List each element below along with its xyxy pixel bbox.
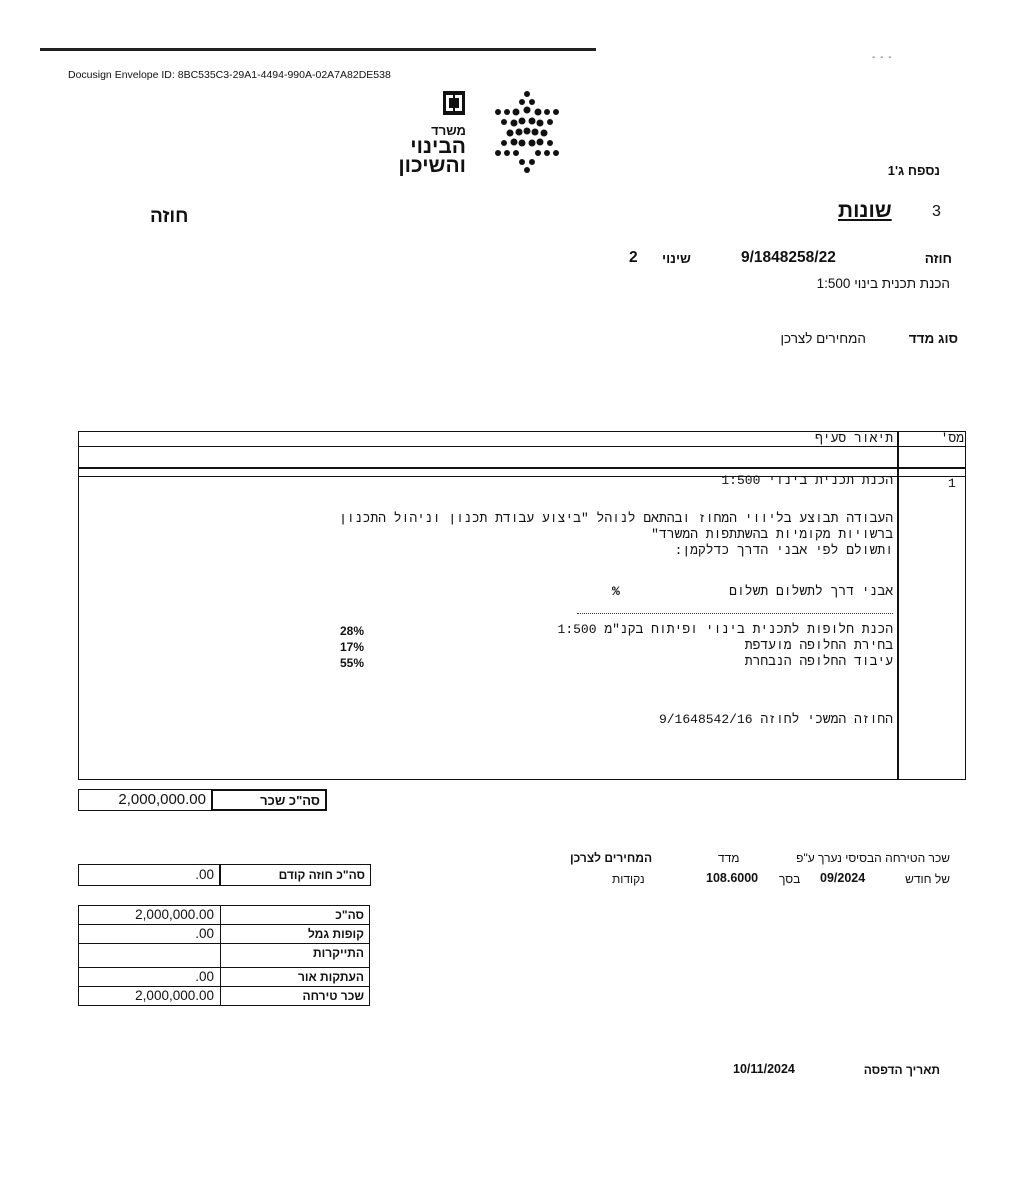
header-number: מס' [940,431,964,446]
summary-row [78,924,371,944]
base-fee-index-value: המחירים לצרכן [570,851,653,865]
top-rule [40,48,596,51]
milestones-separator [577,613,893,614]
milestones-percent-header: % [612,584,620,599]
total-fee-value: 2,000,000.00 [118,791,206,808]
summary-fee-label: שכר טירחה [220,986,370,1006]
scan-mark: - - - [872,52,893,63]
document-type: חוזה [150,206,189,227]
change-value: 2 [629,249,638,266]
base-fee-line1-prefix: שכר הטירחה הבסיסי נערך ע"פ [796,851,950,865]
appendix-label: נספח ג'1 [887,163,940,178]
summary-row [78,967,371,987]
summary-provident-value: .00 [78,924,221,944]
contract-label: חוזה [924,251,952,266]
base-fee-amount-label: בסך [779,872,801,886]
print-date-value: 10/11/2024 [733,1062,795,1076]
summary-row [78,943,371,968]
summary-total-label: סה"כ [220,905,370,925]
previous-total-value: .00 [195,867,214,882]
state-emblem-icon [442,90,466,116]
description-line-1: העבודה תבוצע בליווי המחוז ובהתאם לנוהל "ביצוע עבודת תכנון וניהול התכנון [339,511,893,526]
previous-total-label: סה"כ חוזה קודם [278,868,365,882]
summary-row [78,986,371,1006]
summary-copies-label: העתקות אור [220,967,370,987]
description-line-3: ותשולם לפי אבני הדרך כדלקמן: [674,543,893,558]
section-title: שונות [838,199,892,222]
summary-row [78,905,371,925]
ministry-star-logo-icon [492,88,562,176]
total-fee-label: סה"כ שכר [260,793,320,808]
table-header-rule [78,467,966,469]
base-fee-points: נקודות [612,872,645,886]
ministry-line3: והשיכון [398,154,466,178]
total-fee-value-box [78,789,213,811]
print-date-label: תאריך הדפסה [863,1063,940,1077]
summary-total-value: 2,000,000.00 [78,905,221,925]
summary-copies-value: .00 [78,967,221,987]
milestone-2-label: בחירת החלופה מועדפת [744,638,893,653]
summary-fee-value: 2,000,000.00 [78,986,221,1006]
milestone-2-percent: 17% [340,640,365,654]
change-label: שינוי [662,251,691,266]
summary-increase-value [78,943,221,968]
section-number: 3 [932,203,941,220]
description-line-2: ברשויות מקומיות בהשתתפות המשרד" [651,527,893,542]
milestone-1-percent: 28% [340,624,365,638]
base-fee-month-label: של חודש [905,872,950,886]
base-fee-amount: 108.6000 [706,871,759,885]
ministry-line1: משרד [431,123,466,138]
base-fee-month: 09/2024 [820,871,866,885]
table-header-line [78,446,966,447]
header-description: תיאור סעיף [814,431,893,446]
base-fee-index-label: מדד [718,851,740,865]
continuation-contract: החוזה המשכי לחוזה 9/1648542/16 [658,712,893,727]
docusign-envelope-id: Docusign Envelope ID: 8BC535C3-29A1-4494-990A-02A7A82DE538 [68,69,391,81]
index-type-label: סוג מדד [908,331,958,346]
summary-provident-label: קופות גמל [220,924,370,944]
summary-increase-label: התייקרות [220,943,370,968]
contract-number: 9/1848258/22 [741,249,836,266]
table-column-divider [897,431,899,780]
previous-total-value-box [78,864,221,886]
milestone-3-label: עיבוד החלופה הנבחרת [744,654,893,669]
ministry-logo-text [388,125,466,176]
summary-table [78,905,371,1006]
total-fee-label-box [211,789,327,811]
row-number: 1 [948,476,956,491]
milestones-header: אבני דרך לתשלום תשלום [729,584,893,599]
milestone-1-label: הכנת חלופות לתכנית בינוי ופיתוח בקנ"מ 1:500 [557,622,893,637]
milestone-3-percent: 55% [340,656,365,670]
row-title: הכנת תכנית בינוי 1:500 [721,473,893,488]
index-type-value: המחירים לצרכן [780,331,866,346]
contract-subject: הכנת תכנית בינוי 1:500 [816,276,950,291]
previous-total-label-box [219,864,371,886]
ministry-line2: הבינוי [410,134,466,158]
